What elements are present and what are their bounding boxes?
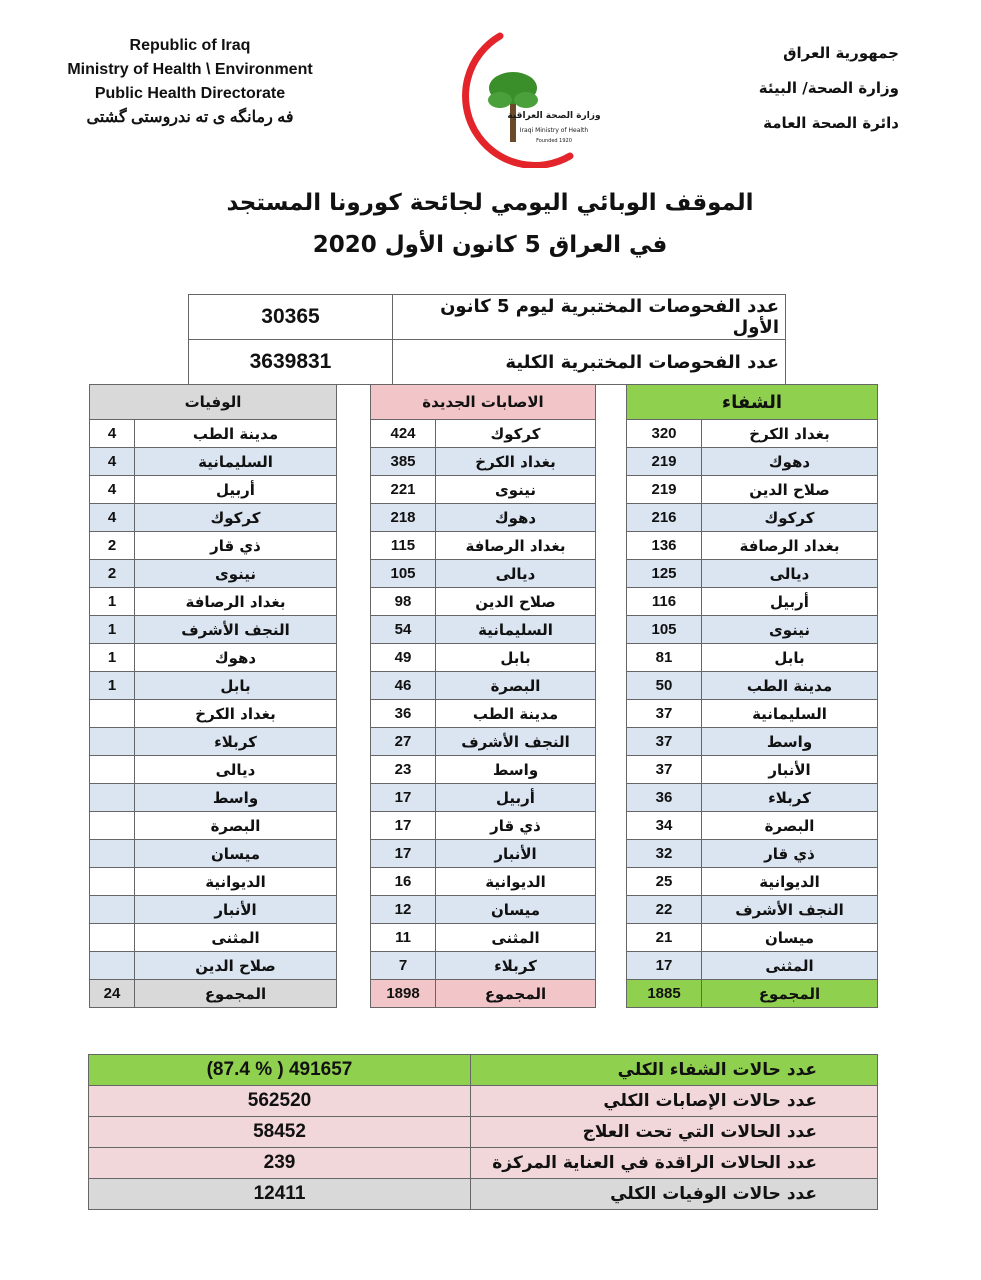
new-cases-governorate: أربيل <box>436 784 596 812</box>
recovery-governorate: صلاح الدين <box>702 476 878 504</box>
summary-row <box>89 1117 878 1148</box>
recovery-row <box>627 560 878 588</box>
new-cases-row <box>371 924 596 952</box>
new-cases-row <box>371 476 596 504</box>
deaths-row <box>90 728 337 756</box>
summary-value: (87.4 % ) 491657 <box>89 1055 471 1086</box>
recovery-value: 22 <box>627 896 702 924</box>
new-cases-governorate: الأنبار <box>436 840 596 868</box>
recovery-governorate: بغداد الكرخ <box>702 420 878 448</box>
recovery-row <box>627 952 878 980</box>
new-cases-value: 16 <box>371 868 436 896</box>
deaths-value: 1 <box>90 672 135 700</box>
deaths-governorate: واسط <box>135 784 337 812</box>
recovery-value: 36 <box>627 784 702 812</box>
deaths-value: 4 <box>90 448 135 476</box>
recovery-governorate: الديوانية <box>702 868 878 896</box>
recovery-governorate: واسط <box>702 728 878 756</box>
header-arabic-block <box>679 36 899 141</box>
recovery-value: 116 <box>627 588 702 616</box>
deaths-row <box>90 616 337 644</box>
recovery-governorate: البصرة <box>702 812 878 840</box>
new-cases-row <box>371 672 596 700</box>
recovery-value: 81 <box>627 644 702 672</box>
deaths-governorate: بغداد الرصافة <box>135 588 337 616</box>
recovery-governorate: النجف الأشرف <box>702 896 878 924</box>
deaths-value <box>90 896 135 924</box>
deaths-governorate: دهوك <box>135 644 337 672</box>
recovery-row <box>627 700 878 728</box>
new-cases-row <box>371 952 596 980</box>
recovery-governorate: كركوك <box>702 504 878 532</box>
ministry-logo <box>430 18 630 168</box>
summary-row <box>89 1148 878 1179</box>
new-cases-governorate: بابل <box>436 644 596 672</box>
deaths-governorate: أربيل <box>135 476 337 504</box>
deaths-governorate: كربلاء <box>135 728 337 756</box>
new-cases-total-row <box>371 980 596 1008</box>
new-cases-governorate: بغداد الكرخ <box>436 448 596 476</box>
deaths-governorate: ميسان <box>135 840 337 868</box>
tests-row-daily <box>189 295 786 340</box>
recovery-row <box>627 588 878 616</box>
new-cases-value: 98 <box>371 588 436 616</box>
recovery-row <box>627 448 878 476</box>
recovery-value: 219 <box>627 476 702 504</box>
new-cases-row <box>371 560 596 588</box>
deaths-row <box>90 532 337 560</box>
recovery-governorate: السليمانية <box>702 700 878 728</box>
deaths-total-row <box>90 980 337 1008</box>
deaths-row <box>90 924 337 952</box>
deaths-value: 4 <box>90 476 135 504</box>
new-cases-row <box>371 644 596 672</box>
new-cases-governorate: الديوانية <box>436 868 596 896</box>
deaths-governorate: بغداد الكرخ <box>135 700 337 728</box>
recovery-governorate: كربلاء <box>702 784 878 812</box>
new-cases-value: 54 <box>371 616 436 644</box>
deaths-row <box>90 420 337 448</box>
new-cases-governorate: كركوك <box>436 420 596 448</box>
new-cases-value: 12 <box>371 896 436 924</box>
recovery-value: 37 <box>627 756 702 784</box>
recovery-total-label: المجموع <box>702 980 878 1008</box>
header-english-block <box>40 34 340 130</box>
deaths-value: 1 <box>90 588 135 616</box>
new-cases-governorate: البصرة <box>436 672 596 700</box>
deaths-value <box>90 700 135 728</box>
recovery-header: الشفاء <box>627 385 878 420</box>
deaths-total-value: 24 <box>90 980 135 1008</box>
summary-value: 239 <box>89 1148 471 1179</box>
deaths-governorate: كركوك <box>135 504 337 532</box>
deaths-governorate: بابل <box>135 672 337 700</box>
deaths-governorate: الديوانية <box>135 868 337 896</box>
new-cases-row <box>371 504 596 532</box>
deaths-row <box>90 840 337 868</box>
new-cases-governorate: بغداد الرصافة <box>436 532 596 560</box>
recovery-governorate: ديالى <box>702 560 878 588</box>
header-en-line-3: Public Health Directorate <box>94 85 286 102</box>
header-ar-line-3: دائرة الصحة العامة <box>763 114 899 132</box>
deaths-row <box>90 672 337 700</box>
deaths-value: 2 <box>90 560 135 588</box>
new-cases-table <box>370 384 596 1008</box>
new-cases-row <box>371 784 596 812</box>
deaths-governorate: البصرة <box>135 812 337 840</box>
recovery-row <box>627 532 878 560</box>
recovery-row <box>627 420 878 448</box>
new-cases-value: 385 <box>371 448 436 476</box>
deaths-row <box>90 644 337 672</box>
new-cases-governorate: السليمانية <box>436 616 596 644</box>
summary-row <box>89 1055 878 1086</box>
deaths-value <box>90 812 135 840</box>
recovery-row <box>627 812 878 840</box>
deaths-governorate: صلاح الدين <box>135 952 337 980</box>
new-cases-governorate: صلاح الدين <box>436 588 596 616</box>
recovery-value: 37 <box>627 700 702 728</box>
summary-label: عدد حالات الوفيات الكلي <box>471 1179 878 1210</box>
deaths-governorate: النجف الأشرف <box>135 616 337 644</box>
deaths-governorate: السليمانية <box>135 448 337 476</box>
deaths-row <box>90 868 337 896</box>
recovery-value: 320 <box>627 420 702 448</box>
tests-table <box>188 294 786 385</box>
new-cases-governorate: دهوك <box>436 504 596 532</box>
recovery-value: 34 <box>627 812 702 840</box>
new-cases-row <box>371 448 596 476</box>
summary-label: عدد حالات الشفاء الكلي <box>471 1055 878 1086</box>
new-cases-value: 221 <box>371 476 436 504</box>
new-cases-governorate: ذي قار <box>436 812 596 840</box>
deaths-value <box>90 840 135 868</box>
header-kurdish-line: فه رمانگه ی ته ندروستی گشتی <box>86 109 294 126</box>
deaths-governorate: ديالى <box>135 756 337 784</box>
summary-value: 562520 <box>89 1086 471 1117</box>
new-cases-total-label: المجموع <box>436 980 596 1008</box>
tests-total-label: عدد الفحوصات المختبرية الكلية <box>393 340 786 385</box>
new-cases-row <box>371 532 596 560</box>
header-en-line-1: Republic of Iraq <box>129 37 251 54</box>
deaths-value <box>90 784 135 812</box>
recovery-row <box>627 924 878 952</box>
deaths-value <box>90 868 135 896</box>
deaths-row <box>90 476 337 504</box>
recovery-row <box>627 476 878 504</box>
deaths-governorate: ذي قار <box>135 532 337 560</box>
new-cases-row <box>371 728 596 756</box>
deaths-value <box>90 728 135 756</box>
deaths-row <box>90 812 337 840</box>
deaths-row <box>90 448 337 476</box>
summary-row <box>89 1086 878 1117</box>
new-cases-row <box>371 868 596 896</box>
logo-founded-text: Founded 1920 <box>536 138 572 144</box>
recovery-value: 216 <box>627 504 702 532</box>
recovery-total-value: 1885 <box>627 980 702 1008</box>
tests-row-total <box>189 340 786 385</box>
report-subtitle: في العراق 5 كانون الأول 2020 <box>312 232 668 258</box>
recovery-row <box>627 728 878 756</box>
recovery-value: 25 <box>627 868 702 896</box>
deaths-value <box>90 756 135 784</box>
new-cases-value: 7 <box>371 952 436 980</box>
deaths-header: الوفيات <box>90 385 337 420</box>
new-cases-governorate: النجف الأشرف <box>436 728 596 756</box>
new-cases-value: 17 <box>371 812 436 840</box>
recovery-governorate: أربيل <box>702 588 878 616</box>
new-cases-value: 46 <box>371 672 436 700</box>
new-cases-value: 36 <box>371 700 436 728</box>
report-title: الموقف الوبائي اليومي لجائحة كورونا المستجد <box>226 190 754 216</box>
deaths-row <box>90 504 337 532</box>
recovery-row <box>627 644 878 672</box>
recovery-governorate: الأنبار <box>702 756 878 784</box>
new-cases-row <box>371 616 596 644</box>
summary-label: عدد حالات الإصابات الكلي <box>471 1086 878 1117</box>
tests-daily-label: عدد الفحوصات المختبرية ليوم 5 كانون الأول <box>393 295 786 340</box>
new-cases-header: الاصابات الجديدة <box>371 385 596 420</box>
recovery-row <box>627 616 878 644</box>
new-cases-row <box>371 420 596 448</box>
new-cases-value: 49 <box>371 644 436 672</box>
new-cases-governorate: ديالى <box>436 560 596 588</box>
deaths-governorate: مدينة الطب <box>135 420 337 448</box>
recovery-value: 125 <box>627 560 702 588</box>
summary-value: 12411 <box>89 1179 471 1210</box>
new-cases-value: 27 <box>371 728 436 756</box>
recovery-row <box>627 896 878 924</box>
new-cases-value: 115 <box>371 532 436 560</box>
new-cases-row <box>371 812 596 840</box>
new-cases-total-value: 1898 <box>371 980 436 1008</box>
deaths-row <box>90 560 337 588</box>
deaths-row <box>90 784 337 812</box>
summary-label: عدد الحالات التي تحت العلاج <box>471 1117 878 1148</box>
deaths-value <box>90 924 135 952</box>
deaths-row <box>90 952 337 980</box>
deaths-governorate: المثنى <box>135 924 337 952</box>
recovery-row <box>627 672 878 700</box>
recovery-value: 136 <box>627 532 702 560</box>
recovery-governorate: دهوك <box>702 448 878 476</box>
new-cases-governorate: مدينة الطب <box>436 700 596 728</box>
recovery-value: 21 <box>627 924 702 952</box>
new-cases-governorate: المثنى <box>436 924 596 952</box>
new-cases-value: 11 <box>371 924 436 952</box>
deaths-row <box>90 588 337 616</box>
deaths-value: 2 <box>90 532 135 560</box>
deaths-value: 4 <box>90 420 135 448</box>
deaths-value: 1 <box>90 644 135 672</box>
new-cases-value: 17 <box>371 840 436 868</box>
recovery-table <box>626 384 878 1008</box>
new-cases-row <box>371 588 596 616</box>
deaths-row <box>90 896 337 924</box>
recovery-value: 105 <box>627 616 702 644</box>
summary-row <box>89 1179 878 1210</box>
deaths-value: 4 <box>90 504 135 532</box>
recovery-row <box>627 868 878 896</box>
recovery-row <box>627 840 878 868</box>
deaths-table <box>89 384 337 1008</box>
recovery-value: 50 <box>627 672 702 700</box>
tests-daily-value: 30365 <box>189 295 393 340</box>
logo-arabic-text: وزارة الصحة العراقية <box>507 111 601 121</box>
summary-label: عدد الحالات الراقدة في العناية المركزة <box>471 1148 878 1179</box>
logo-english-text: Iraqi Ministry of Health <box>519 127 589 134</box>
recovery-total-row <box>627 980 878 1008</box>
deaths-row <box>90 756 337 784</box>
recovery-value: 32 <box>627 840 702 868</box>
new-cases-value: 105 <box>371 560 436 588</box>
deaths-value: 1 <box>90 616 135 644</box>
header-ar-line-1: جمهورية العراق <box>783 44 899 62</box>
new-cases-row <box>371 896 596 924</box>
deaths-governorate: نينوى <box>135 560 337 588</box>
new-cases-value: 17 <box>371 784 436 812</box>
recovery-governorate: ميسان <box>702 924 878 952</box>
recovery-value: 219 <box>627 448 702 476</box>
new-cases-row <box>371 700 596 728</box>
recovery-row <box>627 784 878 812</box>
ministry-logo-icon <box>430 18 630 168</box>
deaths-value <box>90 952 135 980</box>
recovery-row <box>627 504 878 532</box>
recovery-row <box>627 756 878 784</box>
recovery-value: 17 <box>627 952 702 980</box>
new-cases-value: 218 <box>371 504 436 532</box>
recovery-governorate: ذي قار <box>702 840 878 868</box>
deaths-total-label: المجموع <box>135 980 337 1008</box>
header-ar-line-2: وزارة الصحة/ البيئة <box>758 79 899 97</box>
new-cases-governorate: ميسان <box>436 896 596 924</box>
new-cases-value: 23 <box>371 756 436 784</box>
new-cases-governorate: نينوى <box>436 476 596 504</box>
summary-table <box>88 1054 878 1210</box>
new-cases-value: 424 <box>371 420 436 448</box>
new-cases-governorate: واسط <box>436 756 596 784</box>
recovery-governorate: بابل <box>702 644 878 672</box>
header-en-line-2: Ministry of Health \ Environment <box>67 61 313 78</box>
recovery-governorate: بغداد الرصافة <box>702 532 878 560</box>
new-cases-row <box>371 840 596 868</box>
new-cases-governorate: كربلاء <box>436 952 596 980</box>
recovery-governorate: المثنى <box>702 952 878 980</box>
deaths-row <box>90 700 337 728</box>
deaths-governorate: الأنبار <box>135 896 337 924</box>
recovery-governorate: نينوى <box>702 616 878 644</box>
tests-total-value: 3639831 <box>189 340 393 385</box>
summary-value: 58452 <box>89 1117 471 1148</box>
recovery-value: 37 <box>627 728 702 756</box>
recovery-governorate: مدينة الطب <box>702 672 878 700</box>
new-cases-row <box>371 756 596 784</box>
